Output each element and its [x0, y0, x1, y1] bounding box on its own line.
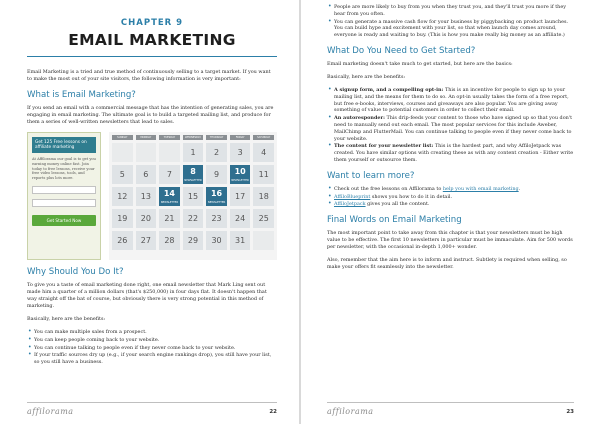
- page-number: 23: [566, 408, 574, 415]
- calendar-day-number: 14: [163, 189, 175, 198]
- title-divider: [27, 56, 277, 57]
- calendar-day: [206, 231, 227, 250]
- list-item-text: gives you all the content.: [365, 201, 430, 208]
- calendar-newsletter-tag: NEWSLETTER: [160, 201, 179, 204]
- list-item-text: This drip-feeds your content to those who have signed up so that you don't need to manually send out each email. The most popular services for this include Aweber, MailChimp and FlutterMail. You can continue talking to people even if they never come back to your website.: [334, 115, 573, 142]
- calendar-day-number: 29: [187, 236, 199, 245]
- list-item: [327, 194, 574, 201]
- list-item: • You can generate a massive cash flow for your business by piggybacking on product launches. You can build hype and excitement with your list, so that when launch day comes around, everyone is ready and waiting to buy. (This is how you make really big money as an affiliate.): [327, 19, 574, 39]
- calendar-day-number: 20: [140, 214, 151, 223]
- email-marketing-figure: [27, 132, 277, 260]
- get-started-paragraph: Email marketing doesn't take much to get started, but here are the basics:: [327, 60, 513, 67]
- calendar-day-number: 9: [214, 170, 220, 179]
- calendar-day: [230, 187, 251, 206]
- calendar-day-newsletter: [159, 187, 180, 206]
- final-paragraph-2: Also, remember that the aim here is to inform and instruct. Subtlety is required when selling, so make your offers fit seamlessly into the newsletter.: [327, 257, 567, 271]
- learn-more-list: [327, 186, 574, 208]
- calendar-day-number: 13: [140, 192, 151, 201]
- signup-form-image: [27, 132, 101, 260]
- list-item: • People are more likely to buy from you when they trust you, and they'll trust you more if they hear from you often.: [327, 4, 574, 18]
- calendar-day-header: FRIDAY: [230, 135, 251, 140]
- benefits-list: [27, 329, 277, 366]
- left-page: [0, 0, 299, 424]
- calendar-day-number: 3: [237, 148, 243, 157]
- calendar-day: [112, 143, 133, 162]
- list-item: • You can make multiple sales from a prospect.: [27, 329, 277, 336]
- calendar-day-newsletter: [183, 165, 204, 184]
- list-item: [327, 115, 574, 142]
- signup-email-field: [32, 199, 96, 207]
- benefits-intro: Basically, here are the benefits:: [327, 73, 406, 80]
- affiloblueprint-link[interactable]: AffiloBlueprint: [334, 193, 371, 200]
- calendar-newsletter-tag: NEWSLETTER: [231, 179, 249, 182]
- calendar-day-number: 2: [214, 148, 220, 157]
- continued-benefits-list: [327, 4, 574, 39]
- list-item: [327, 186, 574, 193]
- calendar-day: [136, 143, 157, 162]
- list-item-text: shows you how to do it in detail.: [370, 193, 453, 200]
- chapter-label: CHAPTER 9: [120, 18, 184, 28]
- left-page-footer: [27, 402, 277, 416]
- calendar-day: [183, 231, 204, 250]
- signup-body: At Affilorama our goal is to get you earning money online fast. Join today to free lessons, receive your free video lessons, tools, and reports plus lots more.: [32, 157, 96, 181]
- calendar-day: [183, 187, 204, 206]
- affilojetpack-link[interactable]: AffiloJetpack: [334, 201, 366, 208]
- signup-heading: Get 125 Free lessons on affiliate marketing: [32, 137, 96, 153]
- calendar-day: [253, 143, 274, 162]
- calendar-day: [230, 209, 251, 228]
- calendar-day-number: 22: [187, 214, 199, 223]
- calendar-day-number: 30: [211, 236, 222, 245]
- calendar-newsletter-tag: NEWSLETTER: [184, 179, 202, 182]
- list-item-text: This is the hardest part, and why AffiloJetpack was created. You have similar options with creating these as with any content creation - Either write them yourself or outsource them.: [334, 143, 574, 163]
- calendar-day: [230, 143, 251, 162]
- page-number: 22: [269, 408, 277, 415]
- list-item: [327, 87, 574, 114]
- newsletter-calendar: [109, 132, 277, 260]
- calendar-day-number: 8: [190, 167, 196, 176]
- calendar-day: [253, 231, 274, 250]
- right-page-content: [327, 4, 574, 277]
- calendar-day-number: 17: [235, 192, 246, 201]
- calendar-day-number: 24: [235, 214, 246, 223]
- calendar-day-header: WEDNESDAY: [183, 135, 204, 140]
- list-item: [327, 143, 574, 163]
- signup-name-field: [32, 186, 96, 194]
- calendar-grid: [112, 143, 274, 250]
- calendar-day-number: 12: [117, 192, 128, 201]
- right-page: [301, 0, 600, 424]
- calendar-day-number: 18: [258, 192, 269, 201]
- calendar-day-number: 15: [187, 192, 199, 201]
- calendar-day: [253, 209, 274, 228]
- calendar-day: [112, 231, 133, 250]
- calendar-day-number: 31: [235, 236, 246, 245]
- list-item-text: This is an incentive for people to sign up to your mailing list, and the means for them to do so. An opt-in usually takes the form of a free report, but free e-books, interviews, courses and giveaways are also popular. You are giving away something of value to potential customers in order to collect their email.: [334, 86, 569, 114]
- list-item-title: A signup form, and a compelling opt-in:: [334, 86, 444, 93]
- list-item-title: The content for your newsletter list:: [334, 143, 434, 150]
- email-marketing-lessons-link[interactable]: help you with email marketing: [442, 185, 519, 192]
- calendar-day-number: 11: [258, 170, 269, 179]
- calendar-day: [136, 209, 157, 228]
- calendar-day: [136, 231, 157, 250]
- calendar-day: [136, 165, 157, 184]
- calendar-day-newsletter: [230, 165, 251, 184]
- calendar-day-number: 26: [117, 236, 128, 245]
- signup-button: Get Started Now: [32, 215, 96, 226]
- calendar-day-number: 19: [117, 214, 128, 223]
- calendar-day-newsletter: [206, 187, 227, 206]
- list-item: • If your traffic sources dry up (e.g., if your search engine rankings drop), you still have your list, so you still have a business.: [27, 352, 277, 366]
- calendar-day: [253, 165, 274, 184]
- calendar-day: [112, 187, 133, 206]
- calendar-day: [206, 209, 227, 228]
- list-item-title: An autoresponder:: [334, 115, 385, 122]
- calendar-day: [183, 143, 204, 162]
- section-heading-why: Why Should You Do It?: [27, 267, 124, 277]
- final-paragraph-1: The most important point to take away from this chapter is that your newsletters must be high value to be effective. The first 10 newsletters in particular must be immaculate. Aim for 500 words per newsletter, with the occasional in-depth 1,000+ wonder.: [327, 230, 573, 251]
- calendar-day: [230, 231, 251, 250]
- intro-paragraph: Email Marketing is a tried and true method of continuously selling to a target market. If you want to make the most out of your site visitors, the following information is very important:: [27, 69, 271, 82]
- calendar-day: [253, 187, 274, 206]
- section-heading-learn-more: Want to learn more?: [327, 170, 415, 181]
- benefits-intro: Basically, here are the benefits:: [27, 316, 106, 322]
- calendar-weekday-header: [112, 135, 274, 140]
- calendar-day: [112, 165, 133, 184]
- calendar-day-number: 21: [164, 214, 175, 223]
- left-page-content: [27, 18, 277, 372]
- calendar-day-number: 27: [140, 236, 151, 245]
- calendar-day: [183, 209, 204, 228]
- calendar-newsletter-tag: NEWSLETTER: [207, 201, 226, 204]
- calendar-day-number: 6: [143, 170, 149, 179]
- calendar-day: [206, 143, 227, 162]
- affilorama-logo: affilorama: [327, 407, 374, 416]
- list-item: [327, 201, 574, 208]
- calendar-day: [112, 209, 133, 228]
- calendar-day-number: 10: [234, 167, 246, 176]
- section-heading-final-words: Final Words on Email Marketing: [327, 215, 462, 226]
- list-item-text: .: [518, 185, 521, 192]
- calendar-day-header: TUESDAY: [159, 135, 180, 140]
- calendar-day-number: 28: [164, 236, 175, 245]
- calendar-day: [159, 209, 180, 228]
- list-item-text: Check out the free lessons on Affilorama to: [334, 185, 443, 192]
- calendar-day: [206, 165, 227, 184]
- calendar-day: [136, 187, 157, 206]
- calendar-day-number: 5: [119, 170, 125, 179]
- calendar-day-header: MONDAY: [136, 135, 157, 140]
- calendar-day-header: THURSDAY: [206, 135, 227, 140]
- calendar-day-number: 16: [210, 189, 223, 198]
- calendar-day-number: 4: [261, 148, 267, 157]
- chapter-title: EMAIL MARKETING: [68, 31, 236, 49]
- section-heading-what-is: What is Email Marketing?: [27, 90, 136, 100]
- calendar-day: [159, 143, 180, 162]
- calendar-day-number: 1: [190, 148, 196, 157]
- calendar-day-number: 7: [166, 170, 172, 179]
- calendar-day-header: SUNDAY: [112, 135, 133, 140]
- list-item: • You can keep people coming back to your website.: [27, 337, 277, 344]
- why-paragraph: To give you a taste of email marketing done right, one email newsletter that Mark Ling sent out made him a quarter of a million dollars (that's $250,000) in four days flat. It doesn't happen that way straight off the bat of course, but obviously there is very strong potential in this method of marketing.: [27, 282, 267, 309]
- list-item: • You can continue talking to people even if they never come back to your website.: [27, 345, 277, 352]
- section-heading-get-started: What Do You Need to Get Started?: [327, 45, 476, 56]
- affilorama-logo: affilorama: [27, 407, 74, 416]
- what-is-paragraph: If you send an email with a commercial message that has the intention of generating sales, you are engaging in email marketing. The ultimate goal is to build a targeted mailing list, and produce for them a series of well-written newsletters that lead to sales.: [27, 105, 274, 125]
- needs-list: [327, 87, 574, 164]
- calendar-day-number: 25: [258, 214, 269, 223]
- right-page-footer: [327, 402, 574, 416]
- calendar-day: [159, 165, 180, 184]
- calendar-day-number: 23: [211, 214, 222, 223]
- calendar-day-header: SATURDAY: [253, 135, 274, 140]
- calendar-day: [159, 231, 180, 250]
